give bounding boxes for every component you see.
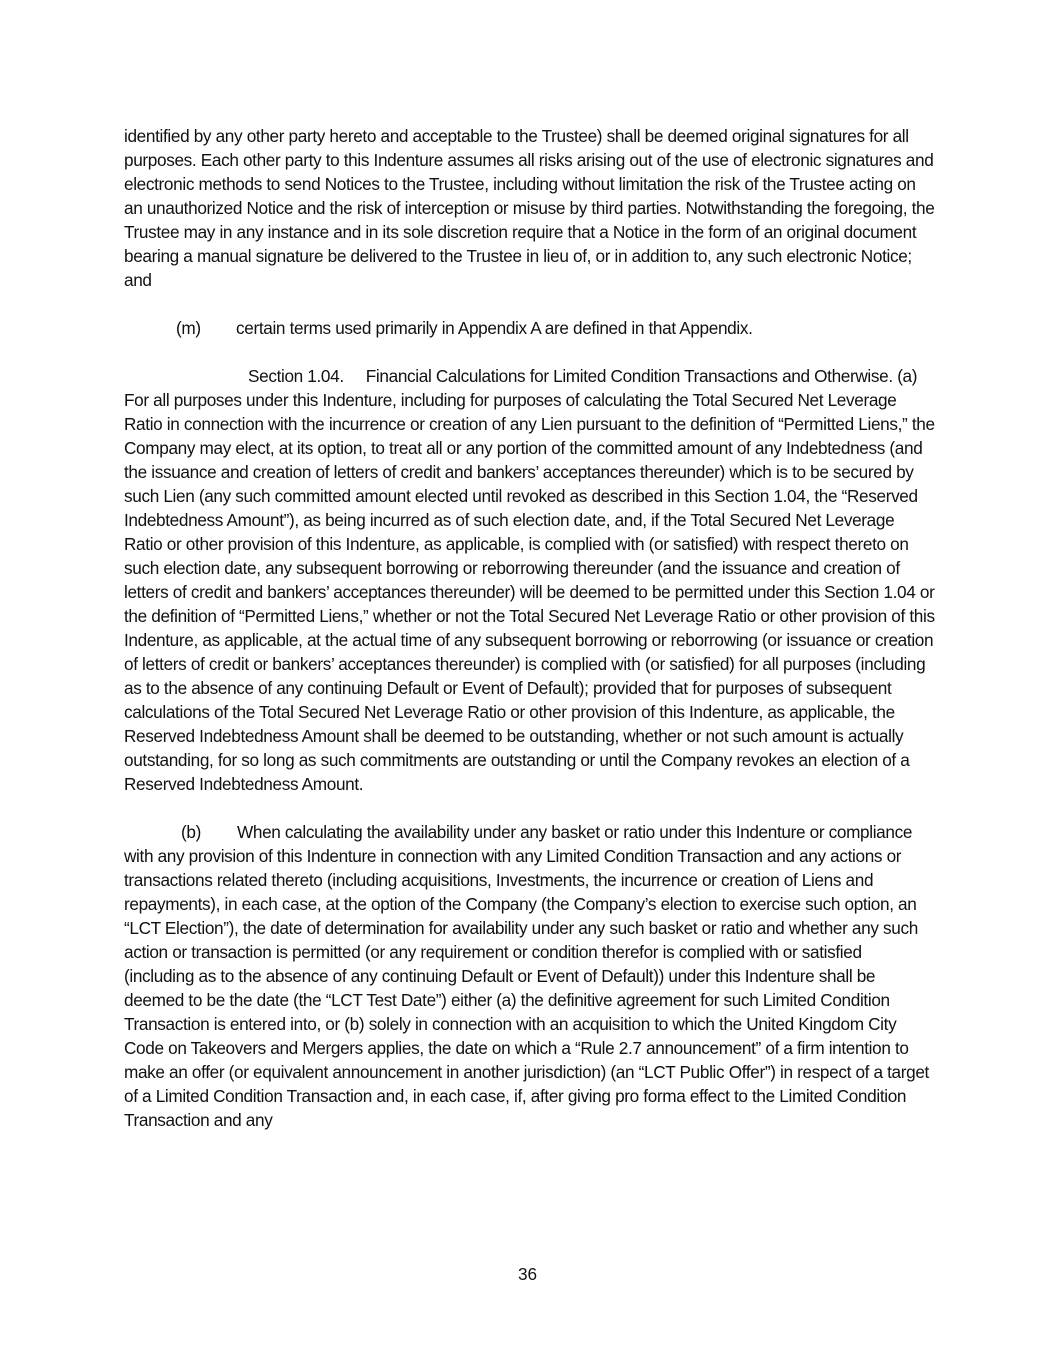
paragraph-gap — [124, 340, 936, 364]
paragraph-gap — [124, 292, 936, 316]
paragraph-gap — [124, 796, 936, 820]
section-number: Section 1.04. — [248, 366, 344, 386]
document-body — [124, 124, 936, 1132]
section-1-04-text: Financial Calculations for Limited Condition Transactions and Otherwise. (a) For all purposes under this Indenture, including for purposes of calculating the Total Secured Net Leverage Ratio in connection with the incurrence or creation of any Lien pursuant to the definition of “Permitted Liens,” the Company may elect, at its option, to treat all or any portion of the committed amount of any Indebtedness (and the issuance and creation of letters of credit and bankers’ acceptances thereunder) which is to be secured by such Lien (any such committed amount elected until revoked as described in this Section 1.04, the “Reserved Indebtedness Amount”), as being incurred as of such election date, and, if the Total Secured Net Leverage Ratio or other provision of this Indenture, as applicable, is complied with (or satisfied) with respect thereto on such election date, any subsequent borrowing or reborrowing thereunder (and the issuance and creation of letters of credit and bankers’ acceptances thereunder) will be deemed to be permitted under this Section 1.04 or the definition of “Permitted Liens,” whether or not the Total Secured Net Leverage Ratio or other provision of this Indenture, as applicable, at the actual time of any subsequent borrowing or reborrowing (or issuance or creation of letters of credit or bankers’ acceptances thereunder) is complied with (or satisfied) for all purposes (including as to the absence of any continuing Default or Event of Default); provided that for purposes of subsequent calculations of the Total Secured Net Leverage Ratio or other provision of this Indenture, as applicable, the Reserved Indebtedness Amount shall be deemed to be outstanding, whether or not such amount is actually outstanding, for so long as such commitments are outstanding or until the Company revokes an election of a Reserved Indebtedness Amount. — [124, 366, 935, 794]
clause-b-label: (b) — [181, 822, 201, 842]
clause-b — [124, 820, 936, 1132]
section-1-04 — [124, 364, 936, 796]
page-number: 36 — [517, 1264, 538, 1284]
paragraph-continuation: identified by any other party hereto and acceptable to the Trustee) shall be deemed original signatures for all purposes. Each other party to this Indenture assumes all risks arising out of the use of electronic signatures and electronic methods to send Notices to the Trustee, including without limitation the risk of the Trustee acting on an unauthorized Notice and the risk of interception or misuse by third parties. Notwithstanding the foregoing, the Trustee may in any instance and in its sole discretion require that a Notice in the form of an original document bearing a manual signature be delivered to the Trustee in lieu of, or in addition to, any such electronic Notice; and — [124, 126, 935, 290]
clause-m-label: (m) — [176, 318, 201, 338]
clause-m-text: certain terms used primarily in Appendix A are defined in that Appendix. — [236, 318, 753, 338]
clause-m — [124, 316, 936, 340]
clause-b-text: When calculating the availability under any basket or ratio under this Indenture or compliance with any provision of this Indenture in connection with any Limited Condition Transaction and any actions or transactions related thereto (including acquisitions, Investments, the incurrence or creation of Liens and repayments), in each case, at the option of the Company (the Company’s election to exercise such option, an “LCT Election”), the date of determination for availability under any such basket or ratio and whether any such action or transaction is permitted (or any requirement or condition therefor is complied with or satisfied (including as to the absence of any continuing Default or Event of Default)) under this Indenture shall be deemed to be the date (the “LCT Test Date”) either (a) the definitive agreement for such Limited Condition Transaction is entered into, or (b) solely in connection with an acquisition to which the United Kingdom City Code on Takeovers and Mergers applies, the date on which a “Rule 2.7 announcement” of a firm intention to make an offer (or equivalent announcement in another jurisdiction) (an “LCT Public Offer”) in respect of a target of a Limited Condition Transaction and, in each case, if, after giving pro forma effect to the Limited Condition Transaction and any — [124, 822, 929, 1130]
